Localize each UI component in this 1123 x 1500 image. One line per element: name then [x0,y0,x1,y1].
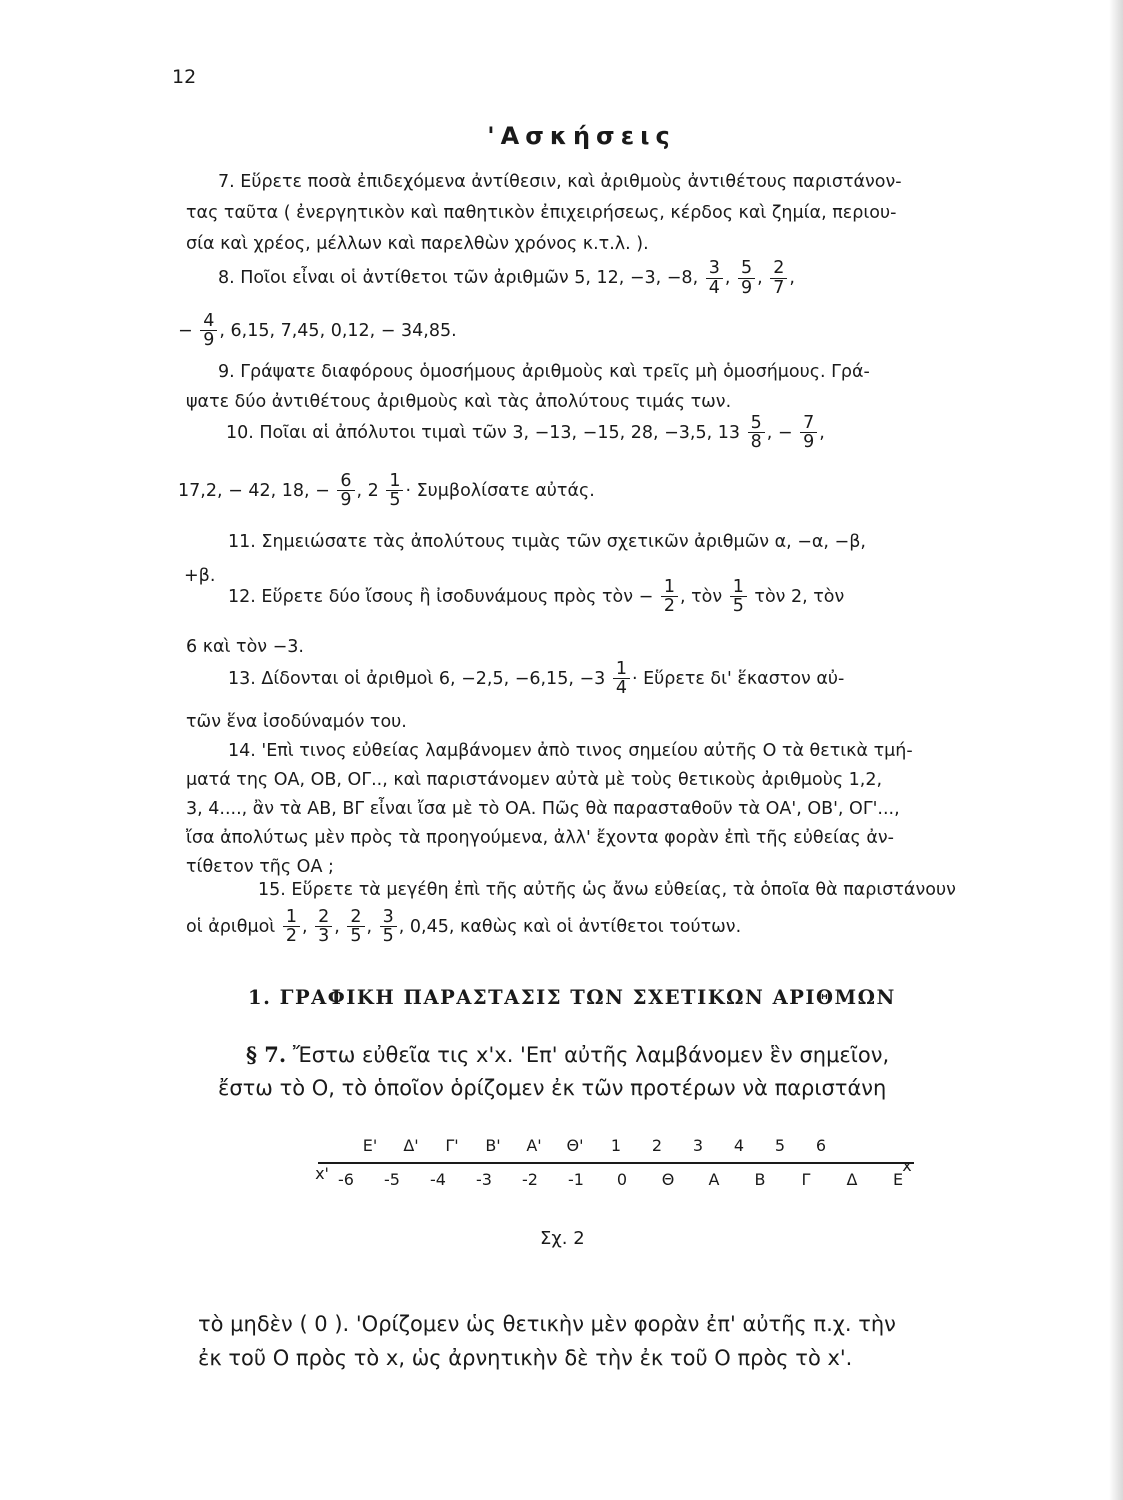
axis-top-label: Ε' [362,1136,378,1155]
axis-bottom-label: Α [708,1170,720,1189]
exercise-9-line-2: ψατε δύο ἀντιθέτους ἀριθμοὺς καὶ τὰς ἀπολύτους τιμάς των. [186,392,732,412]
axis-bottom-label: 0 [616,1170,628,1189]
axis-bottom-label: -6 [338,1170,354,1189]
fraction: $\frac{5}{8}$ [748,414,765,452]
fraction: $\frac{1}{2}$ [283,908,300,946]
exercise-7-line-2: τας ταῦτα ( ἐνεργητικὸν καὶ παθητικὸν ἐπιχειρήσεως, κέρδος καὶ ζημία, περιου- [186,203,897,223]
axis-bottom-label: Γ [801,1170,811,1189]
axis-top-label: 5 [774,1136,786,1155]
exercise-12-line-1: 12. Εὕρετε δύο ἴσους ἢ ἰσοδυνάμους πρὸς τὸν − $\frac{1}{2}$ , τὸν $\frac{1}{5}$ τὸν 2, τὸν [228,577,845,617]
axis-bottom-label: -1 [568,1170,584,1189]
fraction: $\frac{4}{9}$ [200,312,217,350]
axis-top-label: Β' [485,1136,501,1155]
axis-bottom-label: -5 [384,1170,400,1189]
exercise-15-line-1: 15. Εὕρετε τὰ μεγέθη ἐπὶ τῆς αὐτῆς ὡς ἄνω εὐθείας, τὰ ὁποῖα θὰ παριστάνουν [258,880,956,900]
axis-bottom-label: Β [754,1170,766,1189]
axis-top-label: Δ' [403,1136,419,1155]
fraction: $\frac{1}{4}$ [613,660,630,698]
fraction: $\frac{1}{5}$ [386,472,403,510]
exercise-7-line-1: 7. Εὕρετε ποσὰ ἐπιδεχόμενα ἀντίθεσιν, καὶ ἀριθμοὺς ἀντιθέτους παριστάνον- [218,172,902,192]
axis-top-label: Γ' [445,1136,459,1155]
section-mark: § 7. [246,1042,287,1067]
axis-bottom-label: -3 [476,1170,492,1189]
exercise-9-line-1: 9. Γράψατε διαφόρους ὁμοσήμους ἀριθμοὺς καὶ τρεῖς μὴ ὁμοσήμους. Γρά- [218,362,870,382]
axis-bottom-label: -2 [522,1170,538,1189]
paragraph-line-2: ἔστω τὸ Ο, τὸ ὁποῖον ὁρίζομεν ἐκ τῶν προτέρων νὰ παριστάνη [218,1076,887,1100]
exercise-8-text: 8. Ποῖοι εἶναι οἱ ἀντίθετοι τῶν ἀριθμῶν 5, 12, −3, −8, [218,268,699,288]
axis-top-label: 4 [733,1136,745,1155]
exercise-14-line-1: 14. 'Επὶ τινος εὐθείας λαμβάνομεν ἀπὸ τινος σημείου αὐτῆς Ο τὰ θετικὰ τμή- [228,741,913,761]
exercise-14-line-5: τίθετον τῆς ΟΑ ; [186,857,334,877]
exercise-13-line-2: τῶν ἕνα ἰσοδύναμόν του. [186,712,407,732]
exercise-10-line-1: 10. Ποῖαι αἱ ἀπόλυτοι τιμαὶ τῶν 3, −13, −15, 28, −3,5, 13 $\frac{5}{8}$ , − $\frac{7}{9}$ , [226,413,825,453]
fraction: $\frac{1}{5}$ [730,578,747,616]
exercise-14-line-2: ματά της ΟΑ, ΟΒ, ΟΓ.., καὶ παριστάνομεν αὐτὰ μὲ τοὺς θετικοὺς ἀριθμοὺς 1,2, [186,770,883,790]
fraction: $\frac{3}{4}$ [706,259,723,297]
exercise-14-line-4: ἴσα ἀπολύτως μὲν πρὸς τὰ προηγούμενα, ἀλλ' ἔχοντα φορὰν ἐπὶ τῆς εὐθείας ἀν- [186,828,894,848]
exercise-12-line-2: 6 καὶ τὸν −3. [186,637,304,657]
page-edge-shadow [1109,0,1123,1500]
axis-top-label: Θ' [566,1136,584,1155]
fraction: $\frac{2}{3}$ [315,908,332,946]
number-line [318,1162,914,1164]
axis-top-label: 3 [692,1136,704,1155]
axis-bottom-label: Δ [846,1170,858,1189]
exercise-8-line-1: 8. Ποῖοι εἶναι οἱ ἀντίθετοι τῶν ἀριθμῶν 5, 12, −3, −8, $\frac{3}{4}$ , $\frac{5}{9}$ , $\frac{2}{7}$ , [218,258,795,298]
exercise-13-line-1: 13. Δίδονται οἱ ἀριθμοὶ 6, −2,5, −6,15, −3 $\frac{1}{4}$ · Εὕρετε δι' ἕκαστον αὐ- [228,659,845,699]
figure-caption: Σχ. 2 [540,1228,585,1249]
fraction: $\frac{2}{7}$ [770,259,787,297]
page-number: 12 [172,66,197,88]
fraction: $\frac{2}{5}$ [347,908,364,946]
axis-bottom-label: -4 [430,1170,446,1189]
axis-left-end-label: x' [315,1164,329,1183]
page-title: 'Ασκήσεις [487,122,676,150]
fraction: $\frac{5}{9}$ [738,259,755,297]
exercise-14-line-3: 3, 4...., ἂν τὰ ΑΒ, ΒΓ εἶναι ἴσα μὲ τὸ ΟΑ. Πῶς θὰ παρασταθοῦν τὰ ΟΑ', ΟΒ', ΟΓ'..., [186,799,900,819]
fraction: $\frac{3}{5}$ [380,908,397,946]
axis-top-label: 1 [610,1136,622,1155]
axis-top-label: 6 [815,1136,827,1155]
fraction: $\frac{7}{9}$ [800,414,817,452]
exercise-11-line-2: +β. [184,566,216,586]
fraction: $\frac{1}{2}$ [661,578,678,616]
paragraph-line-1: § 7. Ἔστω εὐθεῖα τις x'x. 'Επ' αὐτῆς λαμβάνομεν ἓν σημεῖον, [246,1042,890,1067]
exercise-7-line-3: σία καὶ χρέος, μέλλων καὶ παρελθὼν χρόνος κ.τ.λ. ). [186,234,649,254]
section-heading: 1. ΓΡΑΦΙΚΗ ΠΑΡΑΣΤΑΣΙΣ ΤΩΝ ΣΧΕΤΙΚΩΝ ΑΡΙΘΜΩΝ [248,986,896,1009]
axis-bottom-label: Ε [892,1170,904,1189]
exercise-11-line-1: 11. Σημειώσατε τὰς ἀπολύτους τιμὰς τῶν σχετικῶν ἀριθμῶν α, −α, −β, [228,532,866,552]
exercise-15-line-2: οἱ ἀριθμοὶ $\frac{1}{2}$ , $\frac{2}{3}$ , $\frac{2}{5}$ , $\frac{3}{5}$ , 0,45, καθὼς καὶ οἱ ἀντίθετοι τούτων. [186,907,742,947]
axis-top-label: Α' [526,1136,542,1155]
fraction: $\frac{6}{9}$ [337,472,354,510]
exercise-8-line-2: − $\frac{4}{9}$ , 6,15, 7,45, 0,12, − 34,85. [178,311,457,351]
closing-line-2: ἐκ τοῦ Ο πρὸς τὸ x, ὡς ἀρνητικὴν δὲ τὴν ἐκ τοῦ Ο πρὸς τὸ x'. [198,1346,853,1370]
axis-bottom-label: Θ [661,1170,675,1189]
exercise-10-line-2: 17,2, − 42, 18, − $\frac{6}{9}$ , 2 $\frac{1}{5}$ · Συμβολίσατε αὐτάς. [178,471,595,511]
closing-line-1: τὸ μηδὲν ( 0 ). 'Ορίζομεν ὡς θετικὴν μὲν φορὰν ἐπ' αὐτῆς π.χ. τὴν [198,1312,896,1336]
axis-right-end-label: x [902,1156,912,1175]
axis-top-label: 2 [651,1136,663,1155]
